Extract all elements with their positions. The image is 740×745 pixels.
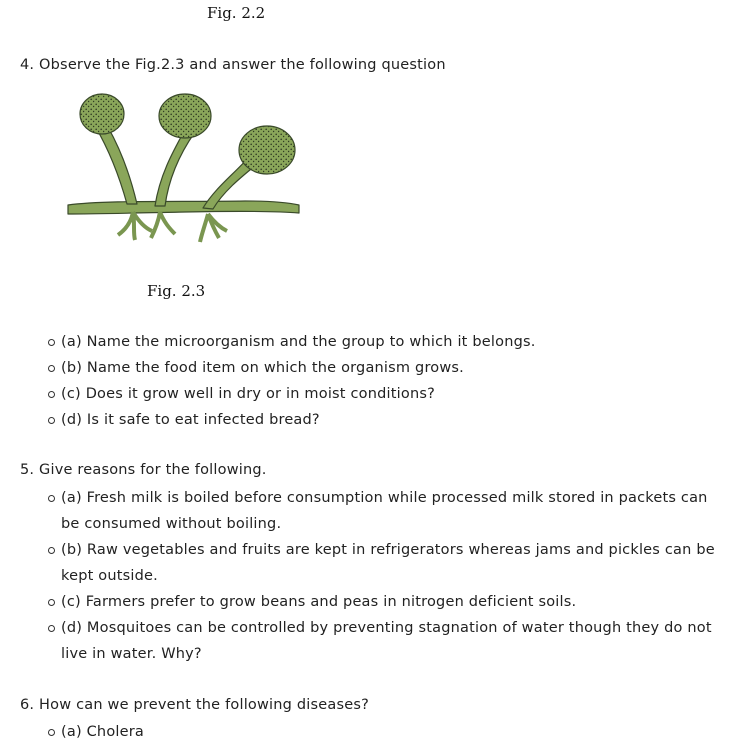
list-item xyxy=(48,381,726,407)
fig-2-3-caption: Fig. 2.3 xyxy=(147,282,206,300)
bullet-icon xyxy=(48,547,55,554)
bread-mould-illustration xyxy=(65,88,305,253)
bullet-icon xyxy=(48,599,55,606)
list-item-text: (b) Raw vegetables and fruits are kept in refrigerators whereas jams and pickles can be kept outside. xyxy=(61,542,715,584)
bullet-icon xyxy=(48,495,55,502)
bullet-icon xyxy=(48,625,55,632)
fig-2-2-caption: Fig. 2.2 xyxy=(207,4,266,22)
question-4: 4. Observe the Fig.2.3 and answer the following question xyxy=(20,57,446,73)
list-item xyxy=(48,355,726,381)
question-6: 6. How can we prevent the following diseases? xyxy=(20,697,370,713)
list-item-text: (c) Farmers prefer to grow beans and peas in nitrogen deficient soils. xyxy=(61,594,577,610)
list-item xyxy=(48,485,726,537)
question-5: 5. Give reasons for the following. xyxy=(20,462,267,478)
list-item-text: (c) Does it grow well in dry or in moist conditions? xyxy=(61,386,435,402)
list-item-text: (a) Fresh milk is boiled before consumption while processed milk stored in packets can be consumed without boiling. xyxy=(61,490,708,532)
list-item-text: (d) Is it safe to eat infected bread? xyxy=(61,412,320,428)
list-item xyxy=(48,407,726,433)
list-item xyxy=(48,719,726,745)
list-item xyxy=(48,589,726,615)
bullet-icon xyxy=(48,391,55,398)
list-item-text: (d) Mosquitoes can be controlled by preventing stagnation of water though they do not live in water. Why? xyxy=(61,620,712,662)
bullet-icon xyxy=(48,729,55,736)
list-item xyxy=(48,537,726,589)
list-item xyxy=(48,329,726,355)
list-item-text: (b) Name the food item on which the organism grows. xyxy=(61,360,464,376)
list-item-text: (a) Name the microorganism and the group to which it belongs. xyxy=(61,334,536,350)
bullet-icon xyxy=(48,365,55,372)
bullet-icon xyxy=(48,417,55,424)
list-item-text: (a) Cholera xyxy=(61,724,144,740)
bullet-icon xyxy=(48,339,55,346)
list-item xyxy=(48,615,726,667)
